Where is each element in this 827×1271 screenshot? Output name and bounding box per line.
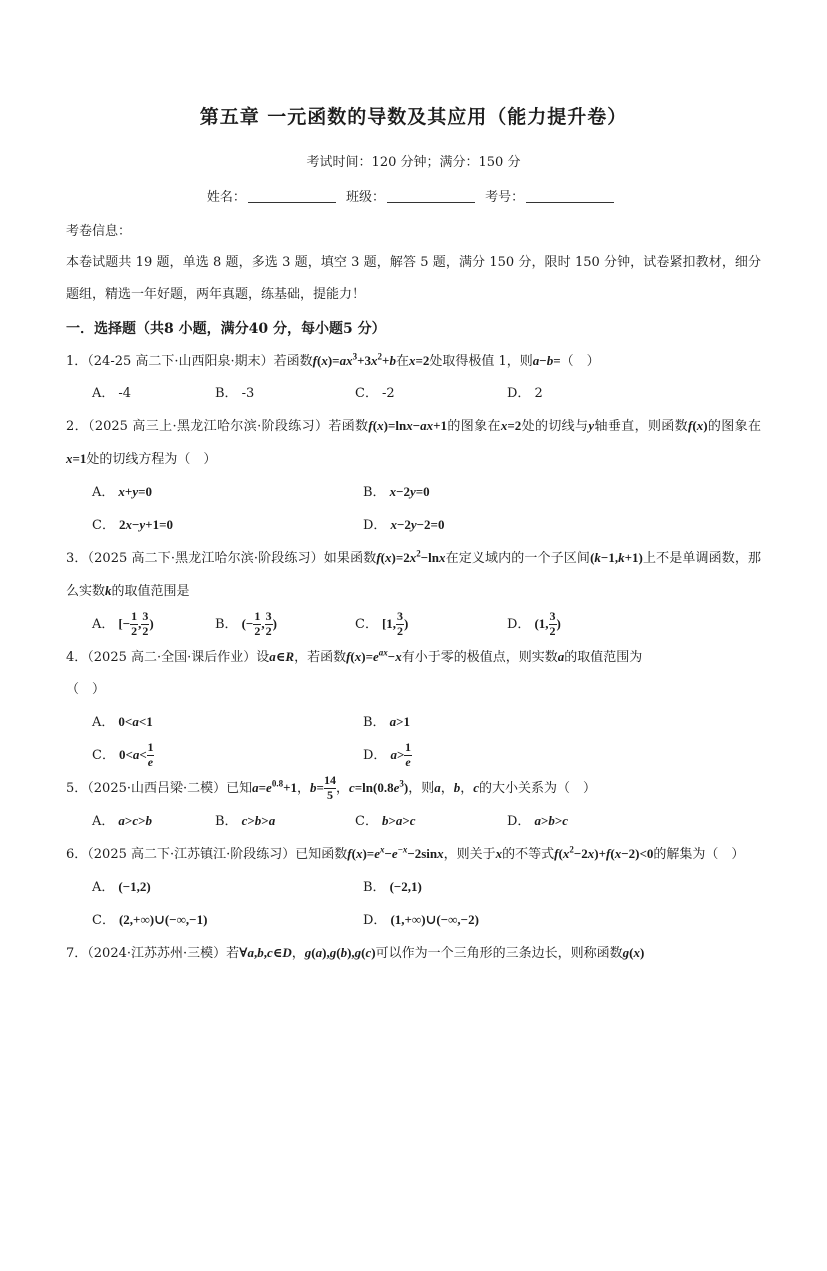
option-label: A． bbox=[92, 386, 115, 401]
question-5-stem: 5．（2025·山西吕梁·二模）已知$a=e^{0.8}+1$，b= $\frac{14}{5}$ ，$c=\ln(0.8e^3)$，则a，b，c的大小关系为（ ） bbox=[66, 772, 597, 802]
question-6-option-B bbox=[363, 871, 761, 904]
option-content: a>1 bbox=[389, 714, 410, 729]
exam-info-body: 本卷试题共 19 题，单选 8 题，多选 3 题，填空 3 题，解答 5 题，满分 150 分，限时 150 分钟，试卷紧扣教材，细分题组，精选一年好题，两年真题，练基础，提能力！ bbox=[66, 255, 761, 302]
question-3 bbox=[66, 542, 761, 641]
option-content: 0<a<1 bbox=[118, 714, 153, 729]
question-6-options bbox=[66, 871, 761, 937]
question-6-option-D bbox=[363, 904, 761, 937]
question-2-stem: 2．（2025 高三上·黑龙江哈尔滨·阶段练习）若函数f(x)=lnx−ax+1的图象在x=2处的切线与y轴垂直，则函数f(x)的图象在x=1处的切线方程为（ ） bbox=[66, 418, 761, 467]
option-content: x−2y−2=0 bbox=[390, 517, 445, 532]
option-label: B． bbox=[363, 485, 386, 500]
question-1-option-D bbox=[507, 378, 761, 410]
option-label: C． bbox=[92, 748, 115, 763]
option-content: c>b>a bbox=[241, 813, 276, 828]
option-label: A． bbox=[92, 814, 115, 829]
question-2 bbox=[66, 410, 761, 542]
option-content: -3 bbox=[241, 386, 255, 401]
question-6 bbox=[66, 838, 761, 937]
option-label: D． bbox=[363, 748, 387, 763]
option-content: (1, $\frac{3}{2}$ ) bbox=[534, 608, 561, 638]
option-content: a>c>b bbox=[118, 813, 153, 828]
question-5 bbox=[66, 772, 761, 838]
option-label: C． bbox=[355, 386, 378, 401]
option-label: B． bbox=[215, 617, 238, 632]
option-label: A． bbox=[92, 485, 115, 500]
question-5-option-C bbox=[355, 805, 507, 838]
option-label: D． bbox=[507, 617, 531, 632]
class-label: 班级： bbox=[345, 190, 385, 205]
question-list bbox=[66, 345, 761, 970]
option-label: A． bbox=[92, 880, 115, 895]
option-content: x−2y=0 bbox=[389, 484, 430, 499]
option-label: A． bbox=[92, 715, 115, 730]
question-3-stem: 3．（2025 高二下·黑龙江哈尔滨·阶段练习）如果函数$f(x)=2x^2-\ln x$在定义域内的一个子区间(k−1,k+1)上不是单调函数，那么实数k的取值范围是 bbox=[66, 548, 761, 599]
question-7-stem: 7．（2024·江苏苏州·三模）若∀a,b,c∈D，g(a),g(b),g(c)可以作为一个三角形的三条边长，则称函数g(x) bbox=[66, 945, 645, 961]
question-5-option-A bbox=[92, 805, 215, 838]
option-content: (−2,1) bbox=[389, 879, 422, 894]
option-label: D． bbox=[363, 518, 387, 533]
question-3-option-B bbox=[215, 608, 355, 641]
question-2-options bbox=[66, 476, 761, 542]
question-5-option-B bbox=[215, 805, 355, 838]
exam-page bbox=[0, 102, 827, 970]
question-4 bbox=[66, 641, 761, 772]
question-3-option-C bbox=[355, 608, 507, 641]
option-content: a>b>c bbox=[534, 813, 569, 828]
page-title: 第五章 一元函数的导数及其应用（能力提升卷） bbox=[199, 106, 628, 128]
option-label: C． bbox=[355, 814, 378, 829]
question-3-option-D bbox=[507, 608, 761, 641]
option-label: B． bbox=[363, 715, 386, 730]
option-label: B． bbox=[215, 814, 238, 829]
question-6-stem: 6．（2025 高二下·江苏镇江·阶段练习）已知函数$f(x)=e^x-e^{-x}-2\sin x$，则关于x的不等式$f(x^2-2x)+f(x-2)<0$的解集为（ ） bbox=[66, 844, 745, 862]
section-1-header: 一．选择题（共8 小题，满分40 分，每小题5 分） bbox=[66, 321, 386, 337]
question-2-option-B bbox=[363, 476, 761, 509]
option-label: D． bbox=[363, 913, 387, 928]
option-content: (− $\frac{1}{2}$ , $\frac{3}{2}$ ) bbox=[241, 608, 277, 638]
option-label: D． bbox=[507, 814, 531, 829]
option-content: 2 bbox=[534, 386, 543, 401]
option-label: B． bbox=[215, 386, 238, 401]
option-content: b>a>c bbox=[381, 813, 416, 828]
id-blank bbox=[526, 188, 614, 203]
option-content: -2 bbox=[381, 386, 395, 401]
option-content: a> $\frac{1}{e}$ bbox=[390, 739, 412, 769]
question-5-option-D bbox=[507, 805, 761, 838]
question-4-option-C bbox=[92, 739, 363, 772]
option-content: x+y=0 bbox=[118, 484, 153, 499]
name-label: 姓名： bbox=[206, 190, 246, 205]
question-1-option-A bbox=[92, 378, 215, 410]
name-blank bbox=[248, 188, 336, 203]
question-6-option-A bbox=[92, 871, 363, 904]
option-label: D． bbox=[507, 386, 531, 401]
question-3-option-A bbox=[92, 608, 215, 641]
question-4-option-A bbox=[92, 706, 363, 739]
question-4-stem-cont: （ ） bbox=[66, 682, 106, 697]
question-6-option-C bbox=[92, 904, 363, 937]
question-2-option-D bbox=[363, 509, 761, 542]
question-7 bbox=[66, 937, 761, 970]
option-label: C． bbox=[92, 518, 115, 533]
option-content: 2x−y+1=0 bbox=[118, 517, 173, 532]
question-4-option-D bbox=[363, 739, 761, 772]
question-4-options bbox=[66, 706, 761, 772]
question-5-options bbox=[66, 805, 761, 838]
option-label: B． bbox=[363, 880, 386, 895]
question-1-option-B bbox=[215, 378, 355, 410]
option-label: A． bbox=[92, 617, 115, 632]
option-content: [− $\frac{1}{2}$ , $\frac{3}{2}$ ) bbox=[118, 608, 154, 638]
option-content: (2,+∞)∪(−∞,−1) bbox=[118, 912, 208, 927]
option-content: 0<a< $\frac{1}{e}$ bbox=[118, 739, 154, 769]
question-2-option-A bbox=[92, 476, 363, 509]
option-content: [1, $\frac{3}{2}$ ) bbox=[381, 608, 409, 638]
option-content: (1,+∞)∪(−∞,−2) bbox=[390, 912, 479, 927]
class-blank bbox=[387, 188, 475, 203]
question-1-options bbox=[66, 378, 761, 410]
option-content: -4 bbox=[118, 386, 132, 401]
question-2-option-C bbox=[92, 509, 363, 542]
exam-info-header: 考卷信息： bbox=[66, 224, 132, 239]
question-1-stem: 1．（24-25 高二下·山西阳泉·期末）若函数$f(x)=ax^3+3x^2+b$在x=2处取得极值 1，则a−b=（ ） bbox=[66, 351, 600, 369]
student-info-line bbox=[66, 186, 761, 205]
question-4-option-B bbox=[363, 706, 761, 739]
option-label: C． bbox=[355, 617, 378, 632]
question-3-options bbox=[66, 608, 761, 641]
option-label: C． bbox=[92, 913, 115, 928]
option-content: (−1,2) bbox=[118, 879, 151, 894]
question-1 bbox=[66, 345, 761, 410]
question-1-option-C bbox=[355, 378, 507, 410]
id-label: 考号： bbox=[485, 190, 525, 205]
exam-meta: 考试时间：120 分钟；满分：150 分 bbox=[306, 155, 521, 170]
question-4-stem: 4．（2025 高二·全国·课后作业）设a∈R，若函数$f(x)=e^{ax}-x$有小于零的极值点，则实数a的取值范围为 bbox=[66, 647, 643, 665]
